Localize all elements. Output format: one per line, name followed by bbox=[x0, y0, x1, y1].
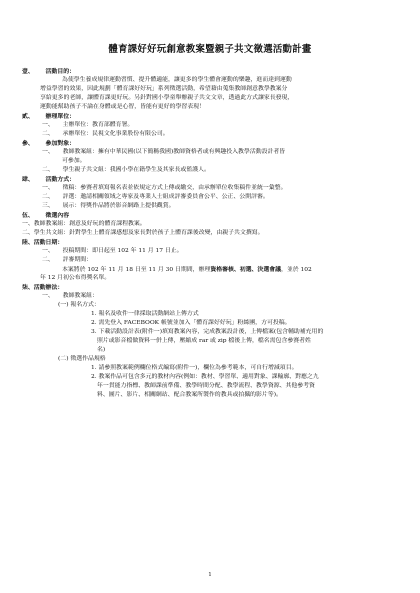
body-line-review-schedule bbox=[62, 266, 312, 274]
body-line: 享給更多的老師，讓體育課更好玩。另針對國小學童舉辦親子共文文章，透過此方式讓家長發現， bbox=[40, 95, 294, 101]
body-line: 料、圖片、影片、相關網站、配合教案所製作的教具或拍攝的影片等)。 bbox=[97, 392, 282, 398]
section-heading-participants: 參、 參加對象： bbox=[22, 140, 76, 147]
list-item: 3. 下載活動設計表(附件一)填寫教案內容，完成教案設計後，上傳檔案(包含輔助補充用的 bbox=[91, 329, 324, 335]
section-heading-content: 伍、 徵選內容 bbox=[22, 212, 70, 219]
list-item: 二、學生共文組：針對學生上體育課感想及家長對於孩子上體育課後改變，由親子共文撰寫。 bbox=[22, 230, 264, 236]
list-item: 一、 投稿期間：即日起至 102 年 11 月 17 日止。 bbox=[42, 248, 183, 254]
section-heading-method: 肆、 活動方式： bbox=[22, 176, 76, 183]
list-item: 2. 教案作品可包含多元的教材內容(例如：教材、學習單、適用對象、課輸廓、對應之九 bbox=[91, 374, 319, 380]
list-item: 1. 請參照教案範例欄位格式編寫(附件一)，欄位為參考範本，可自行增減項目。 bbox=[91, 365, 298, 371]
list-item: 一、 主辦單位：教育部體育署。 bbox=[42, 122, 134, 128]
body-line: 名) bbox=[97, 347, 106, 353]
section-heading-purpose: 壹、 活動目的： bbox=[22, 68, 76, 75]
list-item: 二、 評審期間： bbox=[42, 257, 93, 263]
text-run: 本案將於 102 年 11 月 18 日至 11 月 30 日期間，辦理 bbox=[62, 267, 211, 273]
list-item: 1. 報名及收件一律採取活動網站上傳方式 bbox=[91, 311, 199, 317]
page-number: 1 bbox=[208, 572, 212, 578]
section-heading-rules: 柒、活動辦法： bbox=[22, 284, 64, 291]
section-heading-dates: 陸、活動日期： bbox=[22, 239, 64, 246]
body-line: 為使學生養成規律運動習慣、提升體適能，讓更多的學生體會運動的樂趣，進而達到運動 bbox=[62, 77, 292, 83]
sub-heading: (一) 報名方式： bbox=[58, 302, 100, 308]
body-line: 運動能幫助孩子不論在身體或是心智，皆能有更好的學習表現！ bbox=[40, 104, 205, 110]
bold-text-run: 資格審核、初選、決選會議 bbox=[210, 266, 281, 273]
body-line: 年一貫能力指標、教師課前準備、教學時間分配、教學流程、教學資源、其他參考資 bbox=[97, 383, 315, 389]
list-item: 三、 展示：得獎作品將於影音網路上提供觀賞。 bbox=[42, 203, 175, 209]
section-heading-organizers: 貳、 辦理單位： bbox=[22, 113, 76, 120]
list-item: 2. 需先登入 FACEBOOK 帳號並加入「體育課好好玩」粉絲團，方可投稿。 bbox=[91, 320, 291, 326]
list-item: 一、教師教案組：創意及好玩的體育課程教案。 bbox=[22, 221, 146, 227]
list-item: 一、 教師教案組： bbox=[42, 293, 98, 299]
document-title: 體育課好好玩創意教案暨親子共文徵選活動計畫 bbox=[108, 44, 312, 55]
text-run: ，並於 102 bbox=[281, 267, 312, 273]
list-item: 二、 學生親子共文組：我國小學在籍學生及其家長或監護人。 bbox=[42, 167, 210, 173]
body-line: 照片或影音檔做資料一併上傳，壓縮成 rar 或 zip 檔後上傳，檔名需包含參賽者姓 bbox=[97, 338, 311, 344]
list-item: 二、 評選：邀請相關領域之專家及專業人士組成評審委員會公平、公正、公開評審。 bbox=[42, 194, 269, 200]
list-item: 一、 教師教案組：擁有中華民國(以下簡稱我國)教師資格者或有興趣投入教學活動設計者皆 bbox=[42, 149, 286, 155]
list-item: 一、 徵稿：參賽者填寫報名表並依規定方式上傳或繳交，由承辦單位收集稿件並統一彙整。 bbox=[42, 185, 287, 191]
body-line: 年 12 月初公布得獎名單。 bbox=[40, 275, 111, 281]
list-item: 二、 承辦單位：民視文化事業股份有限公司。 bbox=[42, 131, 169, 137]
sub-heading: (二) 徵選作品規格 bbox=[58, 356, 106, 362]
body-line: 可參加。 bbox=[62, 158, 86, 164]
body-line: 增益學習的效果，因此規劃「體育課好好玩」系列徵選活動，希望藉由蒐集教師創意教學教案分 bbox=[40, 86, 288, 92]
